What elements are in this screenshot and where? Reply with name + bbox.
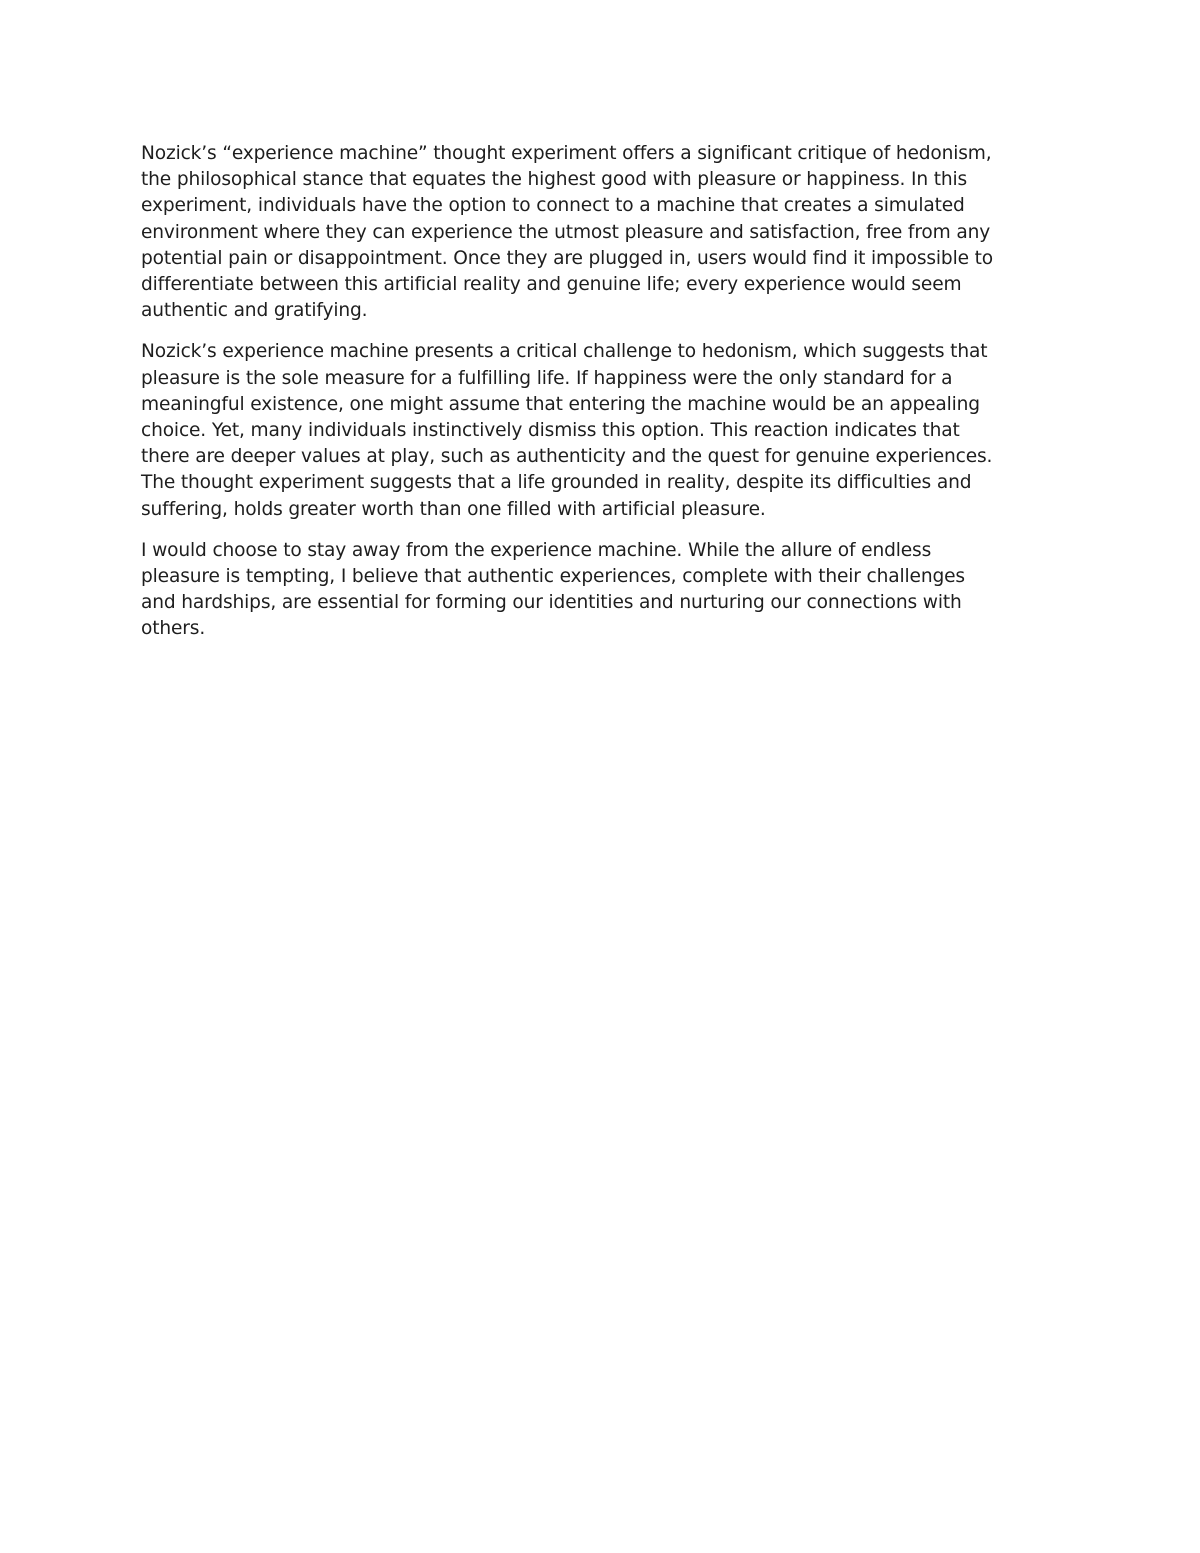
text-line: Nozick’s experience machine presents a critical challenge to hedonism, which suggests that [141,341,988,363]
text-line: meaningful existence, one might assume that entering the machine would be an appealing [141,393,980,415]
text-line: experiment, individuals have the option to connect to a machine that creates a simulated [141,195,965,217]
text-line: authentic and gratifying. [141,300,368,322]
text-line: I would choose to stay away from the experience machine. While the allure of endless [141,539,932,561]
document-body [141,141,1071,658]
text-line: suffering, holds greater worth than one filled with artificial pleasure. [141,498,766,520]
text-line: potential pain or disappointment. Once they are plugged in, users would find it impossible to [141,247,994,269]
text-line: The thought experiment suggests that a life grounded in reality, despite its difficulties and [141,472,972,494]
paragraph-1 [141,141,1071,324]
text-line: Nozick’s “experience machine” thought experiment offers a significant critique of hedonism, [141,143,992,164]
text-line: differentiate between this artificial reality and genuine life; every experience would seem [141,274,962,296]
paragraph-3 [141,538,1071,643]
text-line: pleasure is tempting, I believe that authentic experiences, complete with their challenges [141,566,965,588]
text-line: the philosophical stance that equates the highest good with pleasure or happiness. In this [141,169,968,191]
text-line: pleasure is the sole measure for a fulfilling life. If happiness were the only standard for a [141,367,953,389]
text-line: others. [141,618,206,640]
text-line: there are deeper values at play, such as authenticity and the quest for genuine experiences. [141,446,993,468]
paragraph-2 [141,339,1071,522]
text-line: environment where they can experience the utmost pleasure and satisfaction, free from any [141,221,991,243]
text-line: choice. Yet, many individuals instinctively dismiss this option. This reaction indicates that [141,420,960,442]
text-line: and hardships, are essential for forming our identities and nurturing our connections with [141,592,962,614]
